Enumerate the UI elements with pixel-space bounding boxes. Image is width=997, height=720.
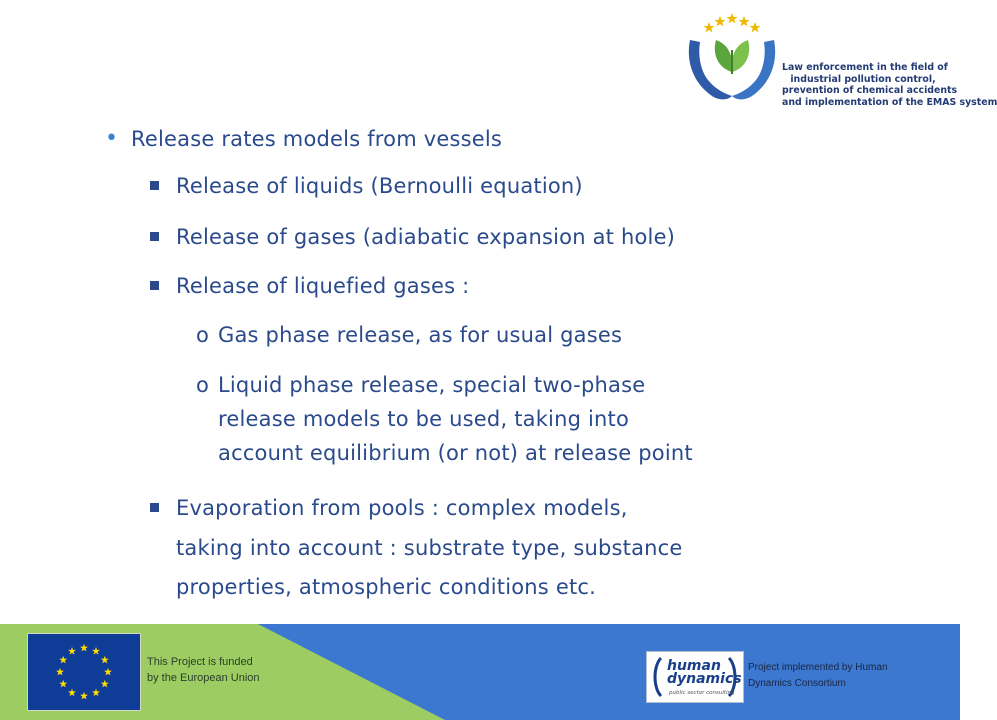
list-item-text: properties, atmospheric conditions etc. <box>176 575 596 599</box>
sub-list-item-continuation <box>218 438 693 468</box>
heading-text: Release rates models from vessels <box>131 127 503 151</box>
funded-line: by the European Union <box>147 672 260 684</box>
list-item-text: taking into account : substrate type, substance <box>176 536 683 560</box>
circle-bullet-icon: o <box>196 323 210 347</box>
bullet-dot-icon: • <box>105 126 119 151</box>
logo-caption-line: industrial pollution control, <box>790 73 936 85</box>
partner-logo-tagline: public sector consulting <box>669 690 735 696</box>
circle-bullet-icon: o <box>196 373 210 397</box>
sub-list-item-text: Liquid phase release, special two-phase <box>218 373 646 397</box>
sub-list-item <box>196 370 646 400</box>
list-item <box>176 271 469 301</box>
implemented-by-text <box>748 660 948 692</box>
square-bullet-icon <box>150 281 159 290</box>
partner-logo-word: human <box>667 658 721 674</box>
sub-list-item-text: Gas phase release, as for usual gases <box>218 323 623 347</box>
list-item <box>176 222 675 252</box>
partner-logo-word: dynamics <box>667 671 742 687</box>
list-item <box>176 493 628 523</box>
list-item-continuation <box>176 533 683 563</box>
human-dynamics-logo <box>646 651 744 703</box>
hands-with-plant-and-stars-icon <box>682 10 782 110</box>
sub-list-item-text: release models to be used, taking into <box>218 407 630 431</box>
project-logo <box>682 10 997 110</box>
square-bullet-icon <box>150 503 159 512</box>
logo-caption-line: Law enforcement in the field of <box>782 62 948 73</box>
partner-logo-name <box>667 660 742 686</box>
funded-line: This Project is funded <box>147 656 253 668</box>
implemented-line: Dynamics Consortium <box>748 678 846 689</box>
list-item-text: Evaporation from pools : complex models, <box>176 496 628 520</box>
heading-bullet <box>105 124 503 154</box>
sub-list-item-continuation <box>218 404 629 434</box>
logo-caption <box>782 62 997 108</box>
eu-flag-icon <box>27 633 141 711</box>
logo-caption-line: and implementation of the EMAS system <box>782 96 997 108</box>
logo-caption-line: prevention of chemical accidents <box>782 85 958 96</box>
square-bullet-icon <box>150 232 159 241</box>
funded-by-eu-text <box>147 654 260 686</box>
list-item-text: Release of gases (adiabatic expansion at hole) <box>176 225 676 249</box>
square-bullet-icon <box>150 181 159 190</box>
list-item <box>176 171 583 201</box>
list-item-text: Release of liquefied gases : <box>176 274 470 298</box>
sub-list-item-text: account equilibrium (or not) at release point <box>218 441 693 465</box>
implemented-line: Project implemented by Human <box>748 662 888 673</box>
sub-list-item <box>196 320 623 350</box>
list-item-text: Release of liquids (Bernoulli equation) <box>176 174 583 198</box>
list-item-continuation <box>176 572 596 602</box>
